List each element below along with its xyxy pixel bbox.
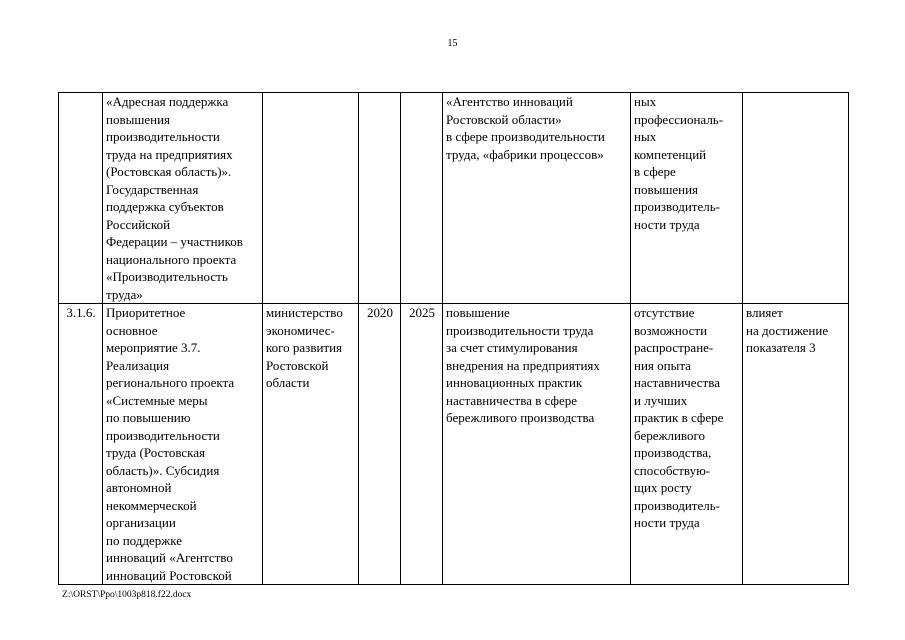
cell-number (59, 93, 103, 304)
cell-end-year (401, 93, 443, 304)
cell-start-year (359, 93, 401, 304)
cell-expected-result: повышение производительности труда за счет стимулирования внедрения на предприятиях инновационных практик наставничества в сфере бережливого производства (443, 304, 631, 585)
table-row (59, 304, 849, 585)
cell-executor: министерство экономичес- кого развития Ростовской области (263, 304, 359, 585)
cell-measure-name: Приоритетное основное мероприятие 3.7. Реализация регионального проекта «Системные меры по повышению производительности труда (Ростовская область)». Субсидия автономной некоммерческой организации по поддержке инноваций «Агентство инноваций Ростовской (103, 304, 263, 585)
cell-consequences: ных профессиональ- ных компетенций в сфере повышения производитель- ности труда (631, 93, 743, 304)
cell-end-year: 2025 (401, 304, 443, 585)
cell-start-year: 2020 (359, 304, 401, 585)
cell-measure-name: «Адресная поддержка повышения производительности труда на предприятиях (Ростовская область)». Государственная поддержка субъектов Российской Федерации – участников национального проекта «Производительность труда» (103, 93, 263, 304)
page-number: 15 (447, 38, 458, 49)
cell-expected-result: «Агентство инноваций Ростовской области» в сфере производительности труда, «фабрики процессов» (443, 93, 631, 304)
cell-executor (263, 93, 359, 304)
cell-indicator-link: влияет на достижение показателя 3 (743, 304, 849, 585)
cell-consequences: отсутствие возможности распростране- ния опыта наставничества и лучших практик в сфере бережливого производства, способствую- щих росту производитель- ности труда (631, 304, 743, 585)
footer-file-path: Z:\ORST\Ppo\1003p818.f22.docx (62, 590, 192, 600)
measures-table (58, 92, 849, 585)
cell-number: 3.1.6. (59, 304, 103, 585)
table-row (59, 93, 849, 304)
cell-indicator-link (743, 93, 849, 304)
